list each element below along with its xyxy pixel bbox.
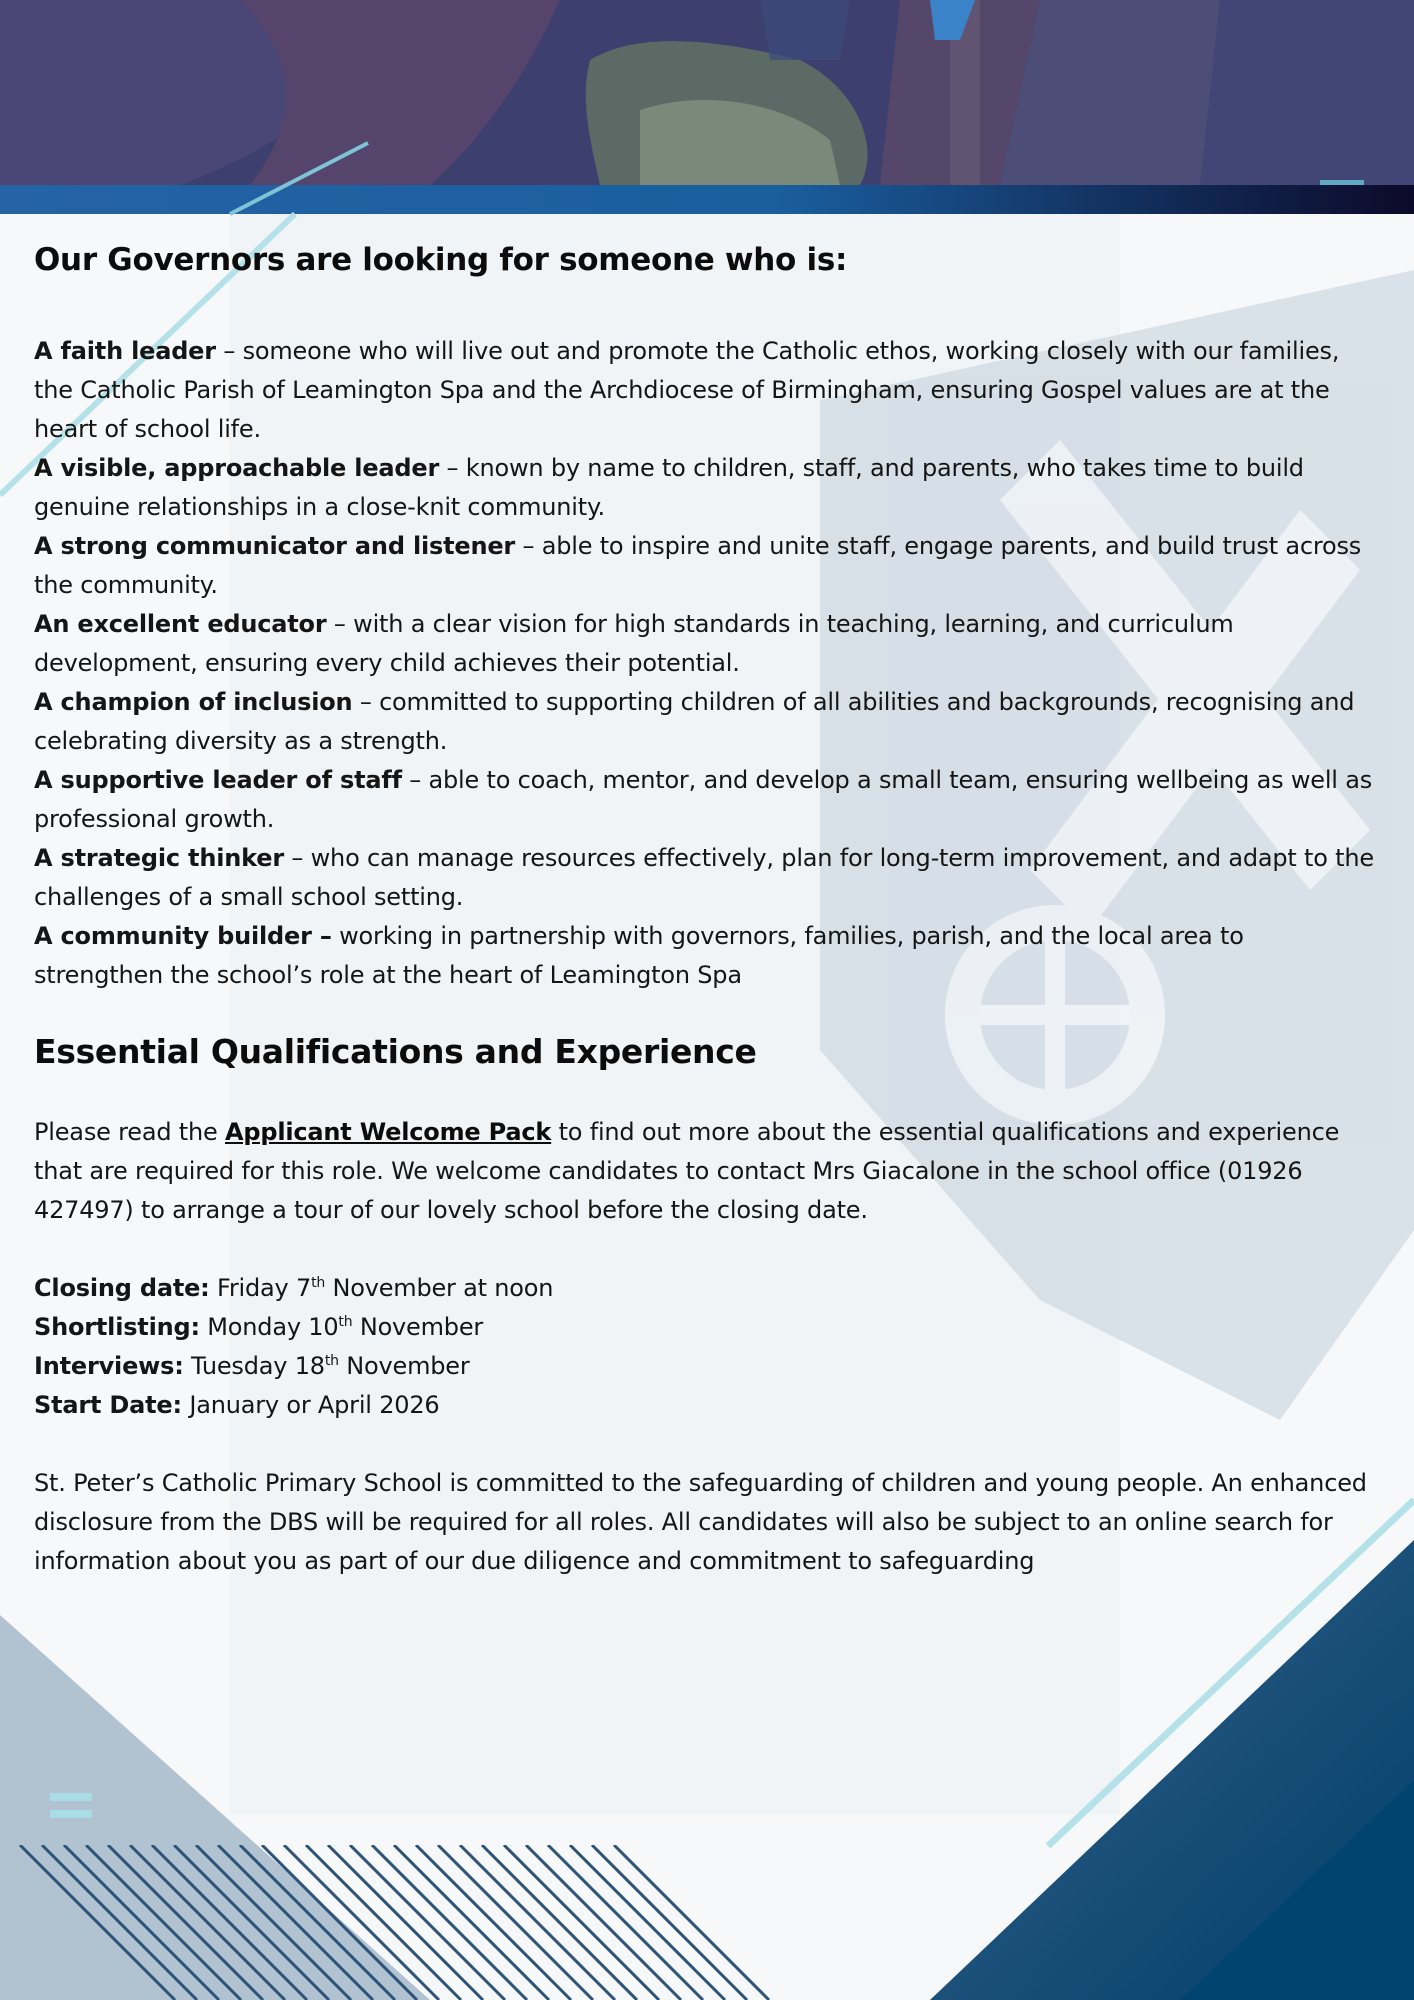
quality-title: A strategic thinker (34, 844, 284, 872)
quality-educator (34, 605, 1379, 683)
quality-community-builder (34, 917, 1379, 995)
intro-after: to find out more about the essential qualifications and experience that are required for this role. We welcome candidates to contact Mrs Giacalone in the school office (01926 427497) to arrange a tour of our lovely school before the closing date. (34, 1118, 1340, 1224)
quality-text: working in partnership with governors, families, parish, and the local area to strengthen the school’s role at the heart of Leamington Spa (34, 922, 1244, 989)
start-date (34, 1386, 1379, 1425)
quality-visible-leader (34, 449, 1379, 527)
welcome-pack-link[interactable]: Applicant Welcome Pack (225, 1118, 552, 1146)
quality-faith-leader (34, 332, 1379, 449)
quality-title: A visible, approachable leader (34, 454, 440, 482)
date-suffix: th (338, 1314, 353, 1330)
date-value-rest: November (338, 1352, 470, 1380)
date-label: Shortlisting: (34, 1313, 200, 1341)
quality-communicator (34, 527, 1379, 605)
header-photo (0, 0, 1414, 185)
heading-qualifications: Essential Qualifications and Experience (34, 1032, 757, 1071)
quality-strategic-thinker (34, 839, 1379, 917)
qualities-list (34, 332, 1379, 995)
quality-text: – with a clear vision for high standards in teaching, learning, and curriculum development, ensuring every child achieves their potential. (34, 610, 1234, 677)
quality-text: – known by name to children, staff, and parents, who takes time to build genuine relationships in a close-knit community. (34, 454, 1304, 521)
quality-title: A champion of inclusion (34, 688, 353, 716)
date-value-rest: November at noon (325, 1274, 554, 1302)
quality-text: – able to inspire and unite staff, engage parents, and build trust across the community. (34, 532, 1362, 599)
date-value: Monday 10 (199, 1313, 339, 1341)
quality-text: – committed to supporting children of all abilities and backgrounds, recognising and celebrating diversity as a strength. (34, 688, 1355, 755)
quality-text: – who can manage resources effectively, plan for long-term improvement, and adapt to the challenges of a small school setting. (34, 844, 1374, 911)
safeguarding-statement: St. Peter’s Catholic Primary School is committed to the safeguarding of children and young people. An enhanced disclosure from the DBS will be required for all roles. All candidates will also be subject to an online search for information about you as part of our due diligence and commitment to safeguarding (34, 1469, 1367, 1575)
quality-text: – someone who will live out and promote the Catholic ethos, working closely with our families, the Catholic Parish of Leamington Spa and the Archdiocese of Birmingham, ensuring Gospel values are at the heart of school life. (34, 337, 1340, 443)
header-band (0, 185, 1414, 214)
date-value: Friday 7 (209, 1274, 312, 1302)
shortlisting-date (34, 1308, 1379, 1347)
date-suffix: th (311, 1275, 326, 1291)
intro-before: Please read the (34, 1118, 226, 1146)
date-suffix: th (324, 1353, 339, 1369)
date-value: January or April 2026 (181, 1391, 440, 1419)
quality-title: A supportive leader of staff (34, 766, 402, 794)
quality-title: A faith leader (34, 337, 216, 365)
closing-date (34, 1269, 1379, 1308)
date-value: Tuesday 18 (183, 1352, 325, 1380)
heading-governors: Our Governors are looking for someone who is: (34, 242, 848, 278)
quality-title: An excellent educator (34, 610, 327, 638)
quality-inclusion (34, 683, 1379, 761)
quality-title: A strong communicator and listener (34, 532, 516, 560)
main-content (34, 240, 1379, 1581)
key-dates (34, 1269, 1379, 1425)
quality-staff-leader (34, 761, 1379, 839)
intro-paragraph (34, 1113, 1379, 1230)
date-label: Closing date: (34, 1274, 210, 1302)
interviews-date (34, 1347, 1379, 1386)
quality-title: A community builder – (34, 922, 332, 950)
date-label: Interviews: (34, 1352, 184, 1380)
date-label: Start Date: (34, 1391, 182, 1419)
quality-text: – able to coach, mentor, and develop a small team, ensuring wellbeing as well as professional growth. (34, 766, 1373, 833)
date-value-rest: November (352, 1313, 484, 1341)
